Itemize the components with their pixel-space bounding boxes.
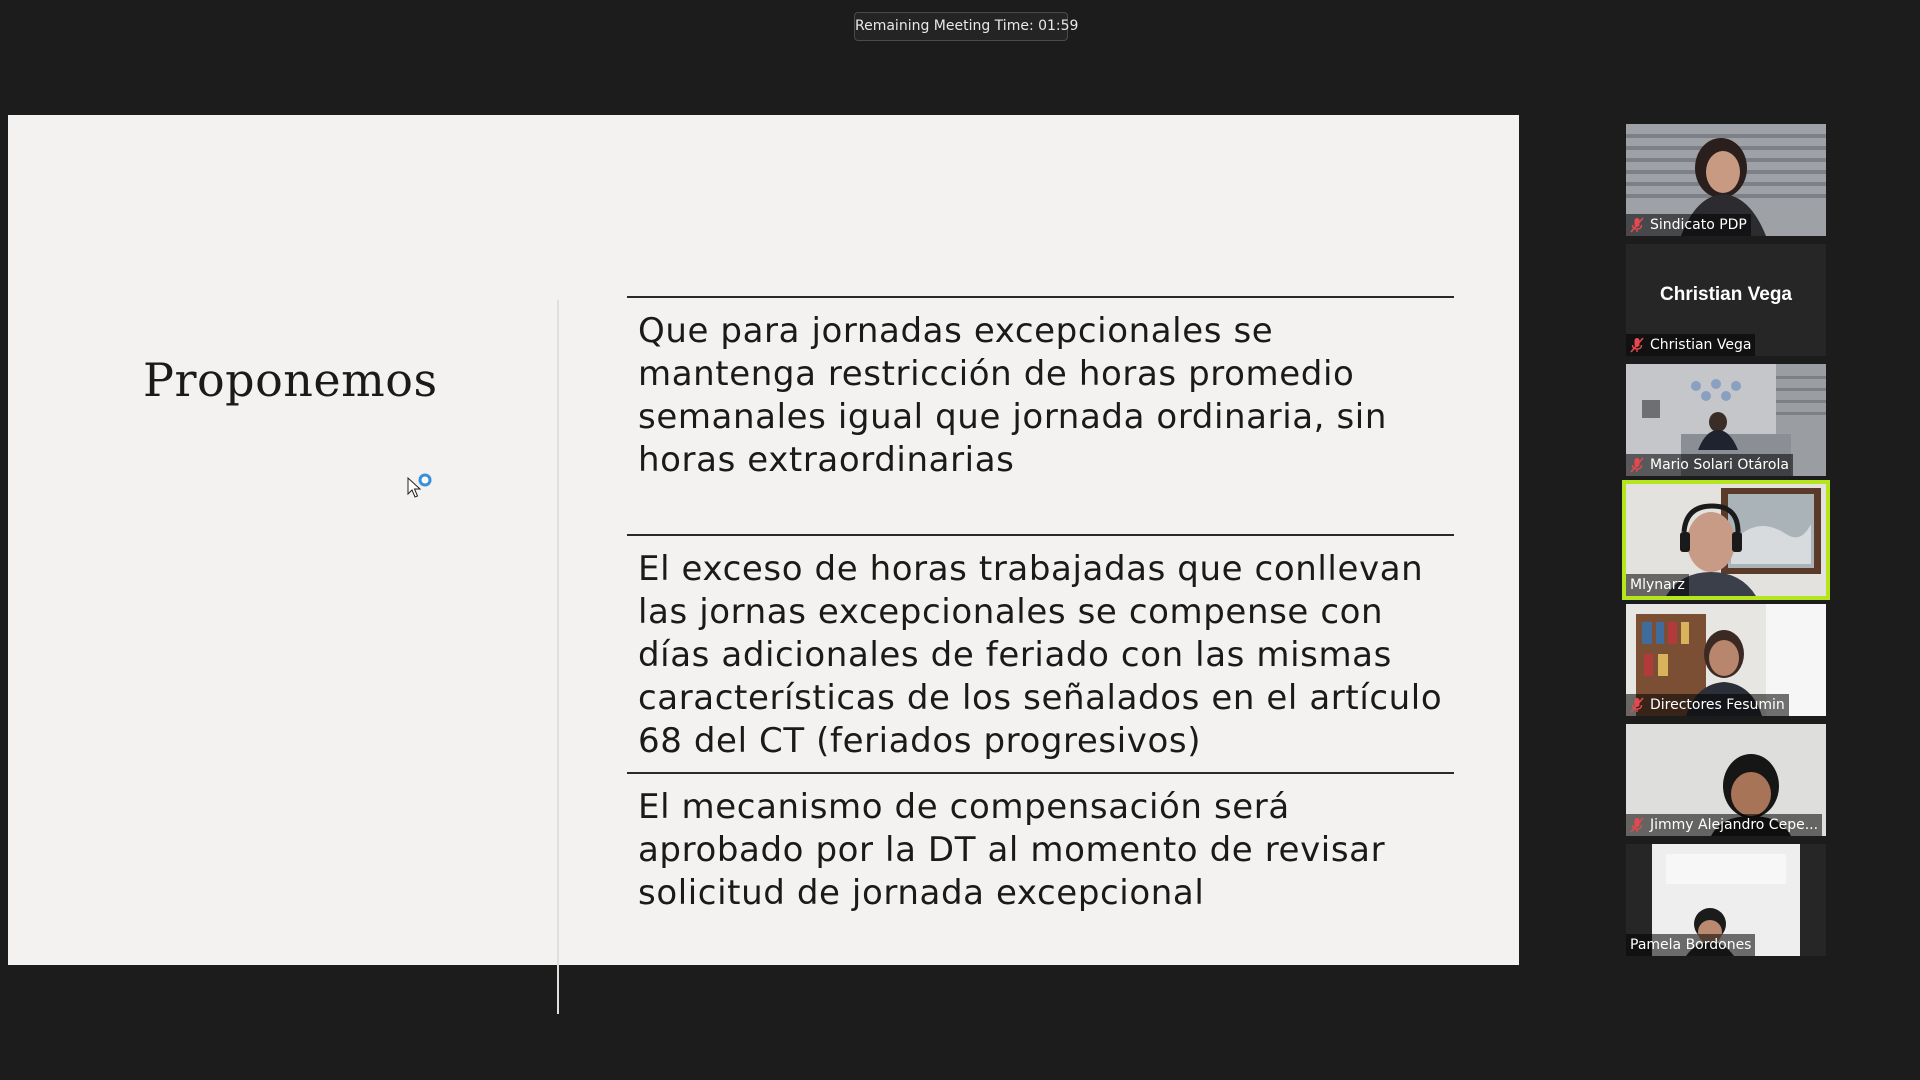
participant-tile[interactable]: [1626, 604, 1826, 716]
participant-tile[interactable]: [1626, 244, 1826, 356]
participant-tile-active-speaker[interactable]: [1626, 484, 1826, 596]
participant-name: Sindicato PDP: [1650, 217, 1747, 233]
loading-spinner-icon: [419, 474, 432, 487]
mic-muted-icon: [1630, 457, 1644, 473]
participant-name-label: [1626, 454, 1793, 476]
participant-name-label: [1626, 574, 1689, 596]
participant-tile[interactable]: [1626, 844, 1826, 956]
remaining-meeting-time: Remaining Meeting Time: 01:59: [854, 12, 1068, 41]
participant-tile[interactable]: [1626, 124, 1826, 236]
slide-title: Proponemos: [143, 353, 438, 407]
slide-points: [627, 296, 1454, 942]
mic-muted-icon: [1630, 217, 1644, 233]
shared-screen-slide: [8, 115, 1519, 965]
participant-name: Directores Fesumin: [1650, 697, 1785, 713]
participant-gallery: [1626, 124, 1826, 964]
mic-muted-icon: [1630, 817, 1644, 833]
mic-muted-icon: [1630, 697, 1644, 713]
participant-tile[interactable]: [1626, 364, 1826, 476]
slide-point: El exceso de horas trabajadas que conllevan las jornas excepcionales se compense con días adicionales de feriado con las mismas características de los señalados en el artículo 68 del CT (feriados progresivos): [627, 534, 1454, 772]
participant-name: Mlynarz: [1630, 577, 1685, 593]
participant-name: Mario Solari Otárola: [1650, 457, 1789, 473]
participant-name-label: [1626, 934, 1755, 956]
slide-point: Que para jornadas excepcionales se mantenga restricción de horas promedio semanales igual que jornada ordinaria, sin horas extraordinarias: [627, 296, 1454, 534]
participant-name-label: [1626, 214, 1751, 236]
cursor-icon: [407, 472, 437, 504]
participant-name-label: [1626, 814, 1822, 836]
participant-display-name: Christian Vega: [1660, 284, 1792, 305]
participant-name: Pamela Bordones: [1630, 937, 1752, 953]
participant-name: Christian Vega: [1650, 337, 1752, 353]
slide-divider: [557, 300, 559, 1014]
participant-name-label: [1626, 334, 1755, 356]
slide-point: El mecanismo de compensación será aprobado por la DT al momento de revisar solicitud de jornada excepcional: [627, 772, 1454, 942]
participant-name: Jimmy Alejandro Cepe...: [1650, 817, 1819, 833]
participant-name-label: [1626, 694, 1789, 716]
mic-muted-icon: [1630, 337, 1644, 353]
participant-tile[interactable]: [1626, 724, 1826, 836]
